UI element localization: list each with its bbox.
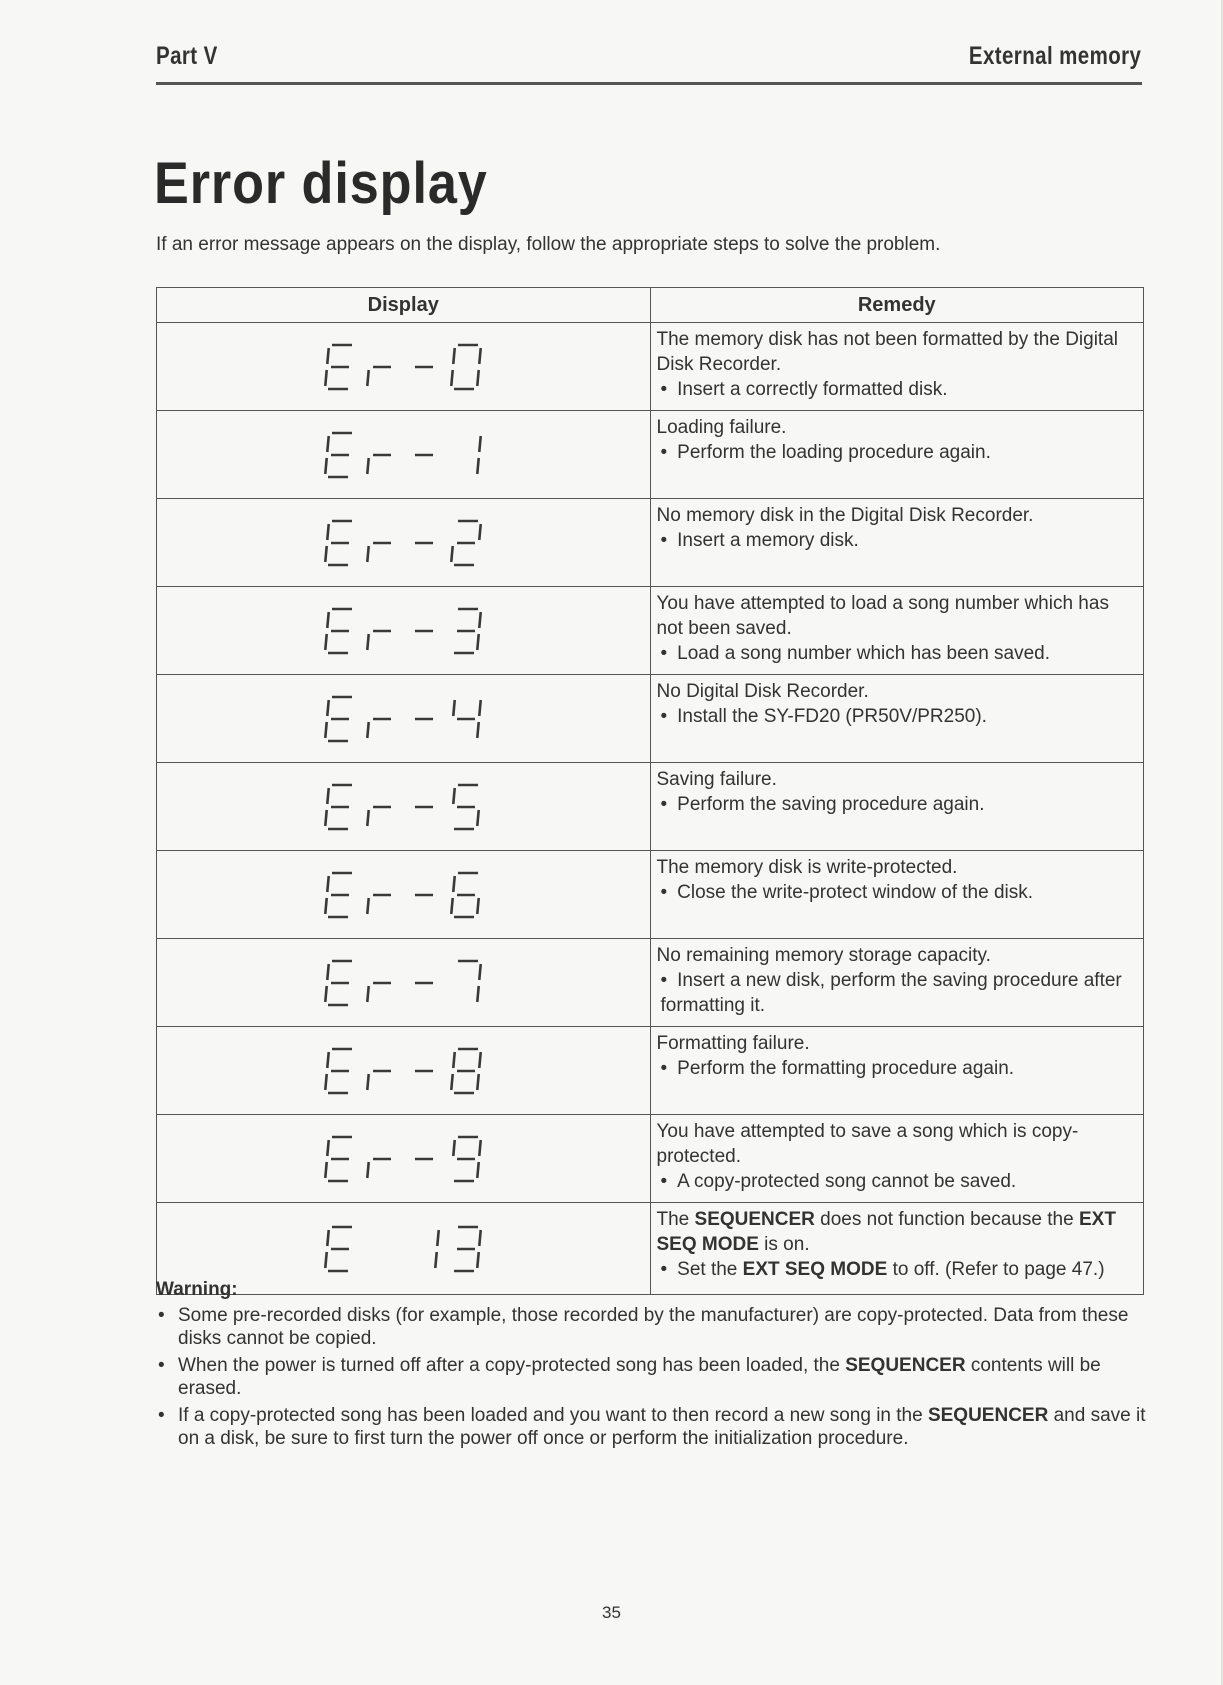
error-code-display [322, 517, 484, 569]
segment-c [436, 1252, 437, 1268]
segment-e [326, 458, 327, 474]
segment-e [326, 810, 327, 826]
segment-c [478, 370, 479, 386]
segment-e [368, 986, 369, 1002]
cause-text: The memory disk is write-protected. [656, 857, 958, 878]
segment-digit [368, 807, 392, 826]
remedy-cell [650, 763, 1144, 851]
segment-f [454, 1140, 455, 1156]
segment-b [480, 612, 481, 628]
segment-f [328, 964, 329, 980]
segment-e [326, 370, 327, 386]
error-code-display [322, 957, 484, 1009]
error-code-display [322, 781, 484, 833]
segment-c [478, 634, 479, 650]
sequencer-term: SEQUENCER [694, 1209, 815, 1230]
segment-e [368, 1074, 369, 1090]
warning-list [156, 1304, 1146, 1454]
display-cell [157, 851, 651, 939]
remedy-step: • Close the write-protect window of the disk. [657, 880, 1136, 905]
remedy-cell [650, 411, 1144, 499]
segment-c [478, 458, 479, 474]
segment-b [480, 964, 481, 980]
error-code-display [322, 693, 484, 745]
remedy-cell [650, 1203, 1144, 1295]
remedy-cell [650, 1027, 1144, 1115]
table-row [157, 587, 1144, 675]
segment-digit [454, 785, 479, 829]
display-cell [157, 499, 651, 587]
segment-digit [368, 543, 392, 562]
remedy-cell [650, 675, 1144, 763]
segment-digit [326, 609, 353, 653]
segment-digit [326, 1137, 353, 1181]
error-code-display [322, 429, 484, 481]
remedy-step: • Insert a correctly formatted disk. [657, 377, 1136, 402]
display-cell [157, 939, 651, 1027]
segment-digit [368, 983, 392, 1002]
segment-digit [452, 1049, 481, 1093]
error-table [156, 287, 1144, 1295]
segment-digit [452, 345, 481, 389]
segment-e [326, 634, 327, 650]
table-row [157, 675, 1144, 763]
segment-f [328, 700, 329, 716]
segment-digit [452, 521, 481, 565]
remedy-cell [650, 1115, 1144, 1203]
segment-c [478, 1162, 479, 1178]
segment-e [368, 458, 369, 474]
segment-e [326, 898, 327, 914]
segment-digit [326, 521, 353, 565]
segment-f [328, 436, 329, 452]
remedy-step: • Set the EXT SEQ MODE to off. (Refer to page 47.) [657, 1257, 1136, 1282]
segment-f [328, 876, 329, 892]
segment-f [328, 1230, 329, 1246]
table-header-row [157, 288, 1144, 323]
warning-item: • When the power is turned off after a copy-protected song has been loaded, the SEQUENCER contents will be erased. [156, 1354, 1146, 1400]
display-cell [157, 411, 651, 499]
segment-e [368, 634, 369, 650]
chapter-label: External memory [968, 42, 1141, 70]
segment-b [480, 1230, 481, 1246]
remedy-column-header: Remedy [650, 288, 1144, 323]
section-label: Part V [156, 42, 218, 70]
remedy-step: • Perform the loading procedure again. [657, 440, 1136, 465]
segment-e [368, 1162, 369, 1178]
segment-digit [326, 873, 353, 917]
segment-digit [454, 1227, 481, 1271]
warning-item: • Some pre-recorded disks (for example, those recorded by the manufacturer) are copy-protected. Data from these disks cannot be copied. [156, 1304, 1146, 1350]
table-row [157, 323, 1144, 411]
table-row [157, 1203, 1144, 1295]
display-cell [157, 675, 651, 763]
remedy-cell [650, 499, 1144, 587]
remedy-step: • Perform the formatting procedure again. [657, 1056, 1136, 1081]
segment-digit [368, 1071, 392, 1090]
segment-b [480, 524, 481, 540]
segment-digit [454, 609, 481, 653]
segment-digit [326, 345, 353, 389]
segment-digit [368, 367, 392, 386]
segment-digit [478, 436, 481, 474]
error-code-display [322, 869, 484, 921]
page-number: 35 [602, 1603, 621, 1622]
segment-e [452, 898, 453, 914]
segment-e [326, 986, 327, 1002]
segment-e [326, 546, 327, 562]
segment-f [328, 788, 329, 804]
remedy-step: • Insert a memory disk. [657, 528, 1136, 553]
cause-text: You have attempted to save a song which is copy-protected. [656, 1121, 1079, 1167]
remedy-step: • Insert a new disk, perform the saving procedure after formatting it. [657, 968, 1136, 1018]
segment-digit [326, 1049, 353, 1093]
remedy-cell [650, 939, 1144, 1027]
segment-e [326, 1074, 327, 1090]
page-title: Error display [154, 151, 488, 216]
cause-text: Saving failure. [656, 769, 777, 790]
error-code-display [322, 341, 484, 393]
cause-text: The SEQUENCER does not function because the EXT SEQ MODE is on. [656, 1209, 1116, 1255]
remedy-cell [650, 587, 1144, 675]
remedy-step: • A copy-protected song cannot be saved. [657, 1169, 1136, 1194]
segment-digit [326, 1227, 353, 1271]
segment-c [478, 1252, 479, 1268]
error-code-display [322, 1045, 484, 1097]
segment-c [478, 898, 479, 914]
table-row [157, 763, 1144, 851]
remedy-step: • Install the SY-FD20 (PR50V/PR250). [657, 704, 1136, 729]
intro-text: If an error message appears on the display, follow the appropriate steps to solve the problem. [156, 234, 941, 255]
table-row [157, 1115, 1144, 1203]
cause-text: No remaining memory storage capacity. [656, 945, 991, 966]
segment-c [478, 810, 479, 826]
header-rule [156, 82, 1142, 85]
segment-digit [368, 895, 392, 914]
segment-b [480, 1052, 481, 1068]
display-column-header: Display [157, 288, 651, 323]
warning-item: • If a copy-protected song has been loaded and you want to then record a new song in the SEQUENCER and save it on a disk, be sure to first turn the power off once or perform the initialization procedure. [156, 1404, 1146, 1450]
segment-digit [326, 433, 353, 477]
segment-e [326, 722, 327, 738]
ext-seq-mode-term: EXT SEQ MODE [742, 1259, 888, 1280]
segment-c [478, 722, 479, 738]
segment-digit [452, 873, 479, 917]
cause-text: You have attempted to load a song number which has not been saved. [656, 593, 1109, 639]
segment-f [328, 1052, 329, 1068]
segment-digit [326, 961, 353, 1005]
segment-f [328, 524, 329, 540]
segment-b [480, 1140, 481, 1156]
segment-f [454, 700, 455, 716]
display-cell [157, 763, 651, 851]
error-code-display [322, 605, 484, 657]
segment-e [368, 898, 369, 914]
segment-c [478, 986, 479, 1002]
cause-text: Formatting failure. [656, 1033, 810, 1054]
segment-digit [458, 961, 481, 1002]
table-row [157, 939, 1144, 1027]
cause-text: The memory disk has not been formatted by the Digital Disk Recorder. [656, 329, 1119, 375]
segment-e [368, 810, 369, 826]
segment-e [368, 722, 369, 738]
segment-digit [326, 697, 353, 741]
cause-text: Loading failure. [656, 417, 787, 438]
segment-f [328, 348, 329, 364]
warning-title: Warning: [156, 1279, 238, 1300]
segment-f [454, 876, 455, 892]
segment-f [454, 348, 455, 364]
table-row [157, 499, 1144, 587]
error-code-display [322, 1133, 484, 1185]
cause-text: No memory disk in the Digital Disk Recorder. [656, 505, 1034, 526]
segment-b [480, 700, 481, 716]
remedy-cell [650, 323, 1144, 411]
segment-b [480, 348, 481, 364]
display-cell [157, 1115, 651, 1203]
table-row [157, 851, 1144, 939]
segment-b [438, 1230, 439, 1246]
segment-e [368, 546, 369, 562]
ext-seq-mode-term: EXT SEQ MODE [656, 1209, 1116, 1255]
segment-e [452, 546, 453, 562]
segment-e [326, 1162, 327, 1178]
display-cell [157, 587, 651, 675]
segment-digit [368, 719, 392, 738]
remedy-step: • Load a song number which has been saved. [657, 641, 1136, 666]
table-row [157, 1027, 1144, 1115]
display-cell [157, 323, 651, 411]
segment-f [454, 788, 455, 804]
segment-digit [368, 1159, 392, 1178]
display-cell [157, 1027, 651, 1115]
segment-f [328, 612, 329, 628]
segment-e [452, 1074, 453, 1090]
segment-c [478, 1074, 479, 1090]
segment-digit [368, 455, 392, 474]
segment-digit [326, 785, 353, 829]
remedy-cell [650, 851, 1144, 939]
segment-b [480, 436, 481, 452]
table-row [157, 411, 1144, 499]
segment-digit [436, 1230, 439, 1268]
segment-f [454, 1052, 455, 1068]
remedy-step: • Perform the saving procedure again. [657, 792, 1136, 817]
segment-f [328, 1140, 329, 1156]
segment-digit [454, 700, 481, 738]
segment-e [368, 370, 369, 386]
segment-e [326, 1252, 327, 1268]
cause-text: No Digital Disk Recorder. [656, 681, 869, 702]
segment-e [452, 370, 453, 386]
segment-digit [368, 631, 392, 650]
error-code-display [322, 1223, 484, 1275]
segment-digit [454, 1137, 481, 1181]
